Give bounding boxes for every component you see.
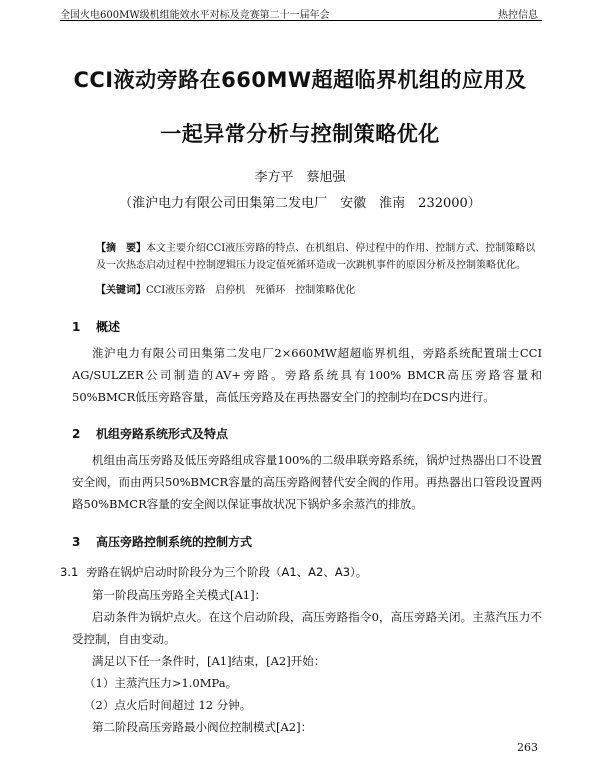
- stage-1-title: 第一阶段高压旁路全关模式[A1]：: [92, 588, 267, 602]
- abstract-text: 本文主要介绍CCI液压旁路的特点、在机组启、停过程中的作用、控制方式、控制策略以及一次热态启动过程中控制逻辑压力设定值死循环造成一次跳机事件的原因分析及控制策略优化。: [96, 243, 536, 271]
- running-header-right: 热控信息: [498, 10, 538, 21]
- section-heading-3: [72, 533, 252, 550]
- abstract: [96, 240, 540, 274]
- section-number: 2: [72, 427, 81, 441]
- affiliation: （淮沪电力有限公司田集第二发电厂 安徽 淮南 232000）: [119, 196, 481, 211]
- authors: 李方平 蔡旭强: [254, 170, 346, 185]
- running-header-left: 全国火电600MW级机组能效水平对标及竞赛第二十一届年会: [60, 10, 330, 21]
- subsection-title: 旁路在锅炉启动时阶段分为三个阶段（A1、A2、A3）。: [86, 565, 368, 579]
- keywords-text: CCI液压旁路 启停机 死循环 控制策略优化: [146, 285, 356, 296]
- paper-title-line-1: CCI液动旁路在660MW超超临界机组的应用及: [73, 68, 527, 92]
- keywords: [96, 281, 540, 296]
- section-number: 1: [72, 320, 81, 334]
- section-title: 机组旁路系统形式及特点: [96, 427, 229, 441]
- subsection-number: 3.1: [60, 565, 79, 579]
- paper-title-line-2: 一起异常分析与控制策略优化: [160, 122, 440, 146]
- section-title: 概述: [96, 320, 121, 334]
- stage-1-description: 启动条件为锅炉点火。在这个启动阶段，高压旁路指令0，高压旁路关闭。主蒸汽压力不受控制，自由变动。: [72, 610, 542, 646]
- condition-2: （2）点火后时间超过 12 分钟。: [84, 698, 252, 712]
- header-rule: [60, 20, 542, 21]
- abstract-label: 【摘 要】: [96, 243, 146, 254]
- section-1-paragraph: 淮沪电力有限公司田集第二发电厂2×660MW超超临界机组，旁路系统配置瑞士CCI AG/SULZER公司制造的AV+旁路。旁路系统具有100% BMCR高压旁路容量和50%BMCR低压旁路容量，高低压旁路及在再热器安全门的控制均在DCS内进行。: [72, 346, 542, 404]
- stage-2-title: 第二阶段高压旁路最小阀位控制模式[A2]：: [92, 720, 313, 734]
- keywords-label: 【关键词】: [96, 285, 146, 296]
- page-number: 263: [517, 741, 538, 754]
- subsection-heading-3-1: [60, 564, 367, 580]
- section-number: 3: [72, 535, 81, 549]
- condition-intro: 满足以下任一条件时，[A1]结束，[A2]开始：: [92, 654, 326, 668]
- section-title: 高压旁路控制系统的控制方式: [96, 535, 253, 549]
- section-heading-2: [72, 425, 228, 442]
- condition-1: （1）主蒸汽压力>1.0MPa。: [84, 676, 238, 690]
- section-heading-1: [72, 318, 120, 335]
- section-2-paragraph: 机组由高压旁路及低压旁路组成容量100%的二级串联旁路系统，锅炉过热器出口不设置安全阀，而由两只50%BMCR容量的高压旁路阀替代安全阀的作用。再热器出口管段设置两路50%BMCR容量的安全阀以保证事故状况下锅炉多余蒸汽的排放。: [72, 453, 542, 511]
